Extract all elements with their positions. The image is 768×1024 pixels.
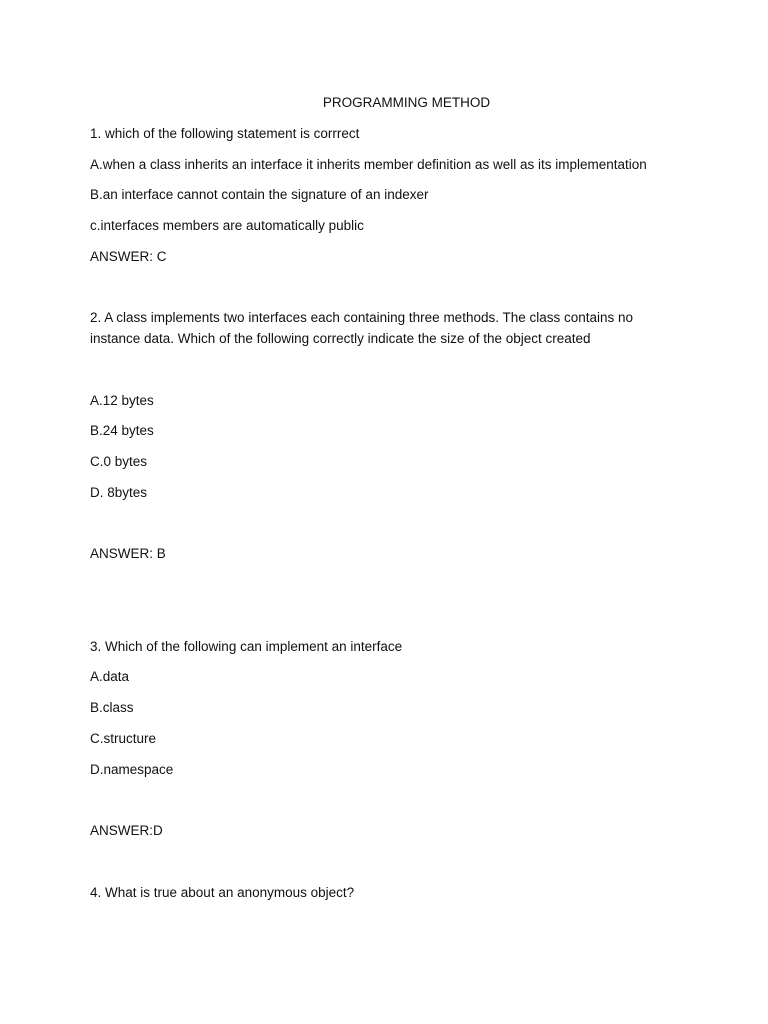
question-1-option-c: c.interfaces members are automatically public — [90, 218, 364, 233]
question-2-option-d: D. 8bytes — [90, 485, 148, 500]
question-3-text: 3. Which of the following can implement an interface — [90, 639, 403, 654]
question-1-answer: ANSWER: C — [90, 249, 167, 264]
question-3-answer: ANSWER:D — [90, 823, 163, 838]
question-2-option-b: B.24 bytes — [90, 423, 154, 438]
document-title: PROGRAMMING METHOD — [322, 95, 491, 110]
question-2-option-c: C.0 bytes — [90, 454, 148, 469]
question-3-option-c: C.structure — [90, 731, 157, 746]
question-2-answer: ANSWER: B — [90, 546, 166, 561]
question-2-text: 2. A class implements two interfaces each containing three methods. The class contains no instance data. Which of the following correctly indicate the size of the object created — [90, 310, 634, 346]
question-1-option-b: B.an interface cannot contain the signature of an indexer — [90, 187, 429, 202]
question-1-text: 1. which of the following statement is corrrect — [90, 126, 360, 141]
question-1-option-a: A.when a class inherits an interface it inherits member definition as well as its implementation — [90, 157, 647, 172]
question-3-option-d: D.namespace — [90, 762, 174, 777]
question-3-option-a: A.data — [90, 669, 130, 684]
question-3-option-b: B.class — [90, 700, 134, 715]
question-2-option-a: A.12 bytes — [90, 393, 154, 408]
question-4-text: 4. What is true about an anonymous object? — [90, 885, 355, 900]
